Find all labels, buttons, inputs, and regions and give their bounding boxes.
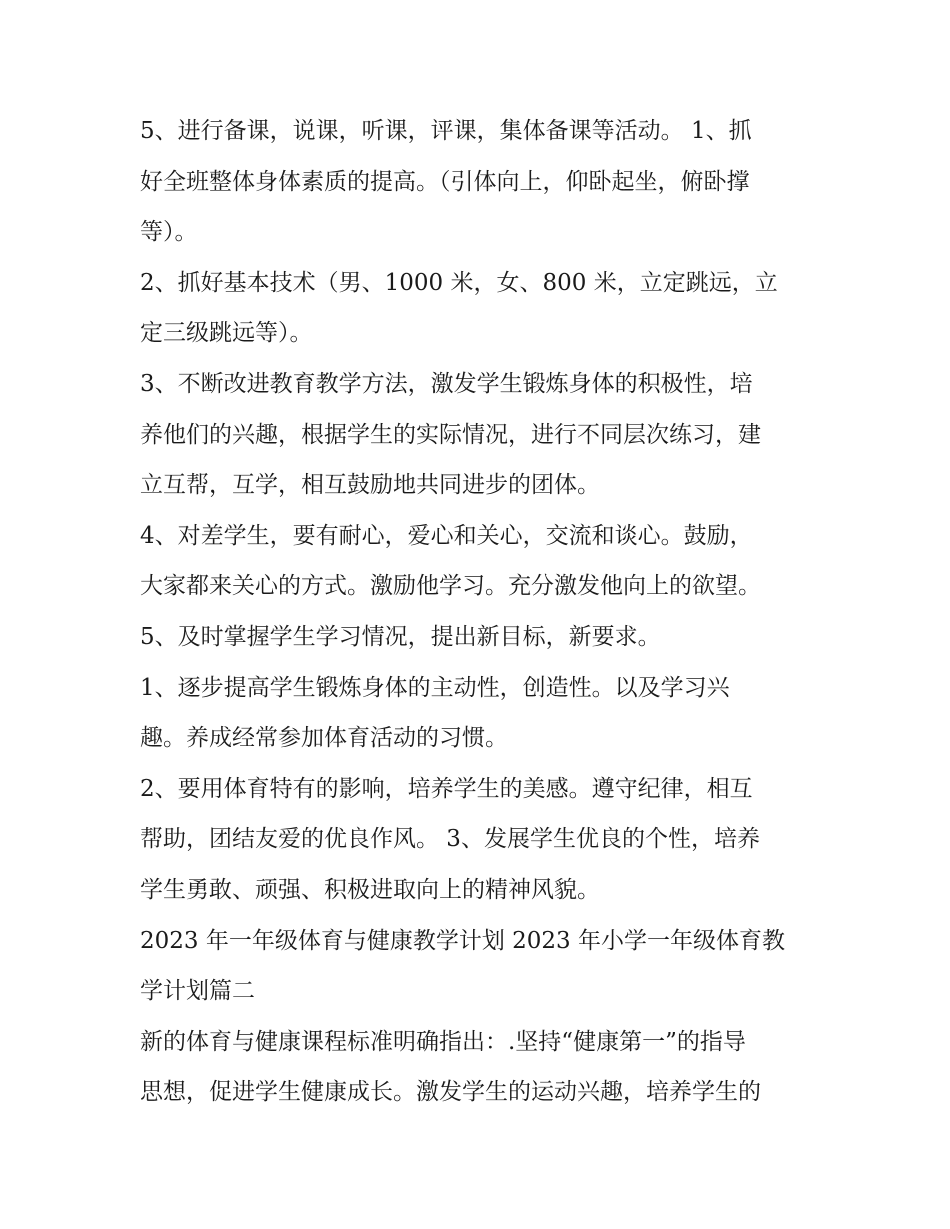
text-line: 立互帮，互学，相互鼓励地共同进步的团体。 — [140, 472, 600, 499]
text-line: 大家都来关心的方式。激励他学习。充分激发他向上的欲望。 — [140, 573, 761, 600]
text-line: 帮助，团结友爱的优良作风。 3、发展学生优良的个性，培养 — [140, 826, 760, 853]
text-line: 1、逐步提高学生锻炼身体的主动性，创造性。以及学习兴 — [140, 674, 730, 701]
text-line: 5、及时掌握学生学习情况，提出新目标，新要求。 — [140, 623, 661, 650]
text-line: 5、进行备课，说课，听课，评课，集体备课等活动。 1、抓 — [140, 118, 752, 144]
text-line: 2、要用体育特有的影响，培养学生的美感。遵守纪律，相互 — [140, 775, 753, 802]
section-title-line: 2023 年一年级体育与健康教学计划 2023 年小学一年级体育教 — [140, 927, 785, 954]
section-title-line: 学计划篇二 — [140, 978, 255, 1005]
text-line: 学生勇敢、顽强、积极进取向上的精神风貌。 — [140, 876, 600, 903]
text-line: 4、对差学生，要有耐心，爱心和关心，交流和谈心。鼓励， — [140, 522, 753, 549]
text-line: 2、抓好基本技术（男、1000 米，女、800 米，立定跳远，立 — [140, 269, 778, 296]
text-line: 好全班整体身体素质的提高。（引体向上，仰卧起坐，俯卧撑 — [140, 168, 750, 195]
text-line: 定三级跳远等）。 — [140, 320, 313, 347]
text-line: 趣。养成经常参加体育活动的习惯。 — [140, 725, 508, 752]
document-body — [140, 106, 830, 1118]
text-line: 等）。 — [140, 219, 198, 246]
text-line: 思想，促进学生健康成长。激发学生的运动兴趣，培养学生的 — [140, 1079, 761, 1106]
text-line: 3、不断改进教育教学方法，激发学生锻炼身体的积极性，培 — [140, 370, 753, 397]
text-line: 养他们的兴趣，根据学生的实际情况，进行不同层次练习，建 — [140, 421, 761, 448]
text-line: 新的体育与健康课程标准明确指出：.坚持“健康第一”的指导 — [140, 1028, 746, 1055]
